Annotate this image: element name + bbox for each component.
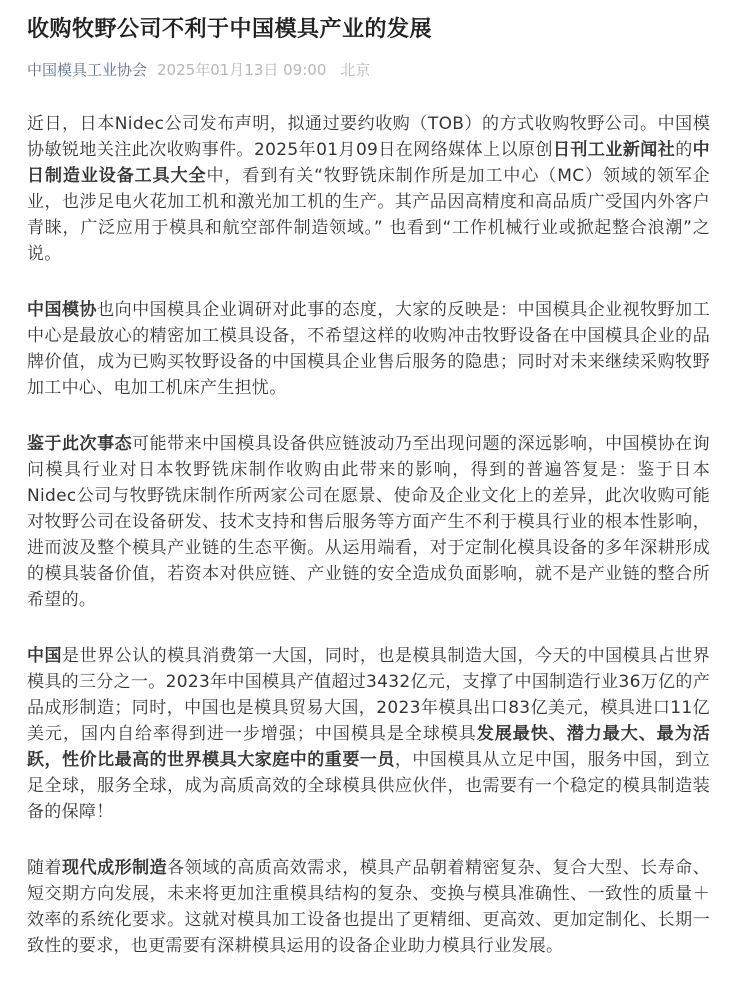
paragraph-bold-text: 现代成形制造 [62,857,168,878]
paragraph-bold-text: 中日制造业设备工具大全 [27,139,710,186]
paragraph-bold-text: 鉴于此次事态 [27,433,133,454]
paragraph-text: 随着 [27,857,63,878]
paragraph-text: 的 [675,139,693,160]
paragraph-text: ，中国模具从立足中国，服务中国，到立足全球，服务全球，成为高质高效的全球模具供应伙伴，也需要有一个稳定的模具制造装备的保障！ [27,749,710,822]
paragraph-text: 也向中国模具企业调研对此事的态度，大家的反映是：中国模具企业视牧野加工中心是最放心的精密加工模具设备，不希望这样的收购冲击牧野设备在中国模具企业的品牌价值，成为已购买牧野设备的中国模具企业售后服务的隐患；同时对未来继续采购牧野加工中心、电加工机床产生担忧。 [27,299,710,398]
paragraph-text: 近日，日本Nidec公司发布声明，拟通过要约收购（TOB）的方式收购牧野公司。中国模协敏锐地关注此次收购事件。2025年01月09日在网络媒体上以原创 [27,113,710,160]
article-paragraph [27,111,710,267]
paragraph-bold-text: 日刊工业新闻社 [552,139,676,160]
article-paragraph [27,855,710,959]
paragraph-bold-text: 发展最快、潜力最大、最为活跃，性价比最高的世界模具大家庭中的重要一员 [27,723,710,770]
article-paragraph [27,643,710,825]
article-paragraph [27,431,710,613]
paragraph-text: 可能带来中国模具设备供应链波动乃至出现问题的深远影响，中国模协在询问模具行业对日本牧野铣床制作收购由此带来的影响，得到的普遍答复是：鉴于日本Nidec公司与牧野铣床制作所两家公司在愿景、使命及企业文化上的差异，此次收购可能对牧野公司在设备研发、技术支持和售后服务等方面产生不利于模具行业的根本性影响，进而波及整个模具产业链的生态平衡。从运用端看，对于定制化模具设备的多年深耕形成的模具装备价值，若资本对供应链、产业链的安全造成负面影响，就不是产业链的整合所希望的。 [27,433,710,610]
account-name-link[interactable]: 中国模具工业协会 [27,60,148,79]
paragraph-bold-text: 中国 [27,645,63,666]
article-title: 收购牧野公司不利于中国模具产业的发展 [27,17,433,42]
publish-date: 2025年01月13日 09:00 [157,60,327,79]
publish-location: 北京 [340,60,371,79]
paragraph-text: 各领域的高质高效需求，模具产品朝着精密复杂、复合大型、长寿命、短交期方向发展，未来将更加注重模具结构的复杂、变换与模具准确性、一致性的质量＋效率的系统化要求。这就对模具加工设备也提出了更精细、更高效、更加定制化、长期一致性的要求，也更需要有深耕模具运用的设备企业助力模具行业发展。 [27,857,710,956]
article-body [27,111,710,959]
paragraph-text: 是世界公认的模具消费第一大国，同时，也是模具制造大国，今天的中国模具占世界模具的三分之一。2023年中国模具产值超过3432亿元，支撑了中国制造行业36万亿的产品成形制造；同时，中国也是模具贸易大国，2023年模具出口83亿美元，模具进口11亿美元，国内自给率得到进一步增强；中国模具是全球模具 [27,645,710,744]
article-meta [27,60,710,80]
paragraph-text: 中，看到有关“牧野铣床制作所是加工中心（MC）领域的领军企业，也涉足电火花加工机和激光加工机的生产。其产品因高精度和高品质广受国内外客户青睐，广泛应用于模具和航空部件制造领域。” 也看到“工作机械行业或掀起整合浪潮”之说。 [27,165,711,264]
paragraph-bold-text: 中国模协 [27,299,98,320]
article-paragraph [27,297,710,401]
